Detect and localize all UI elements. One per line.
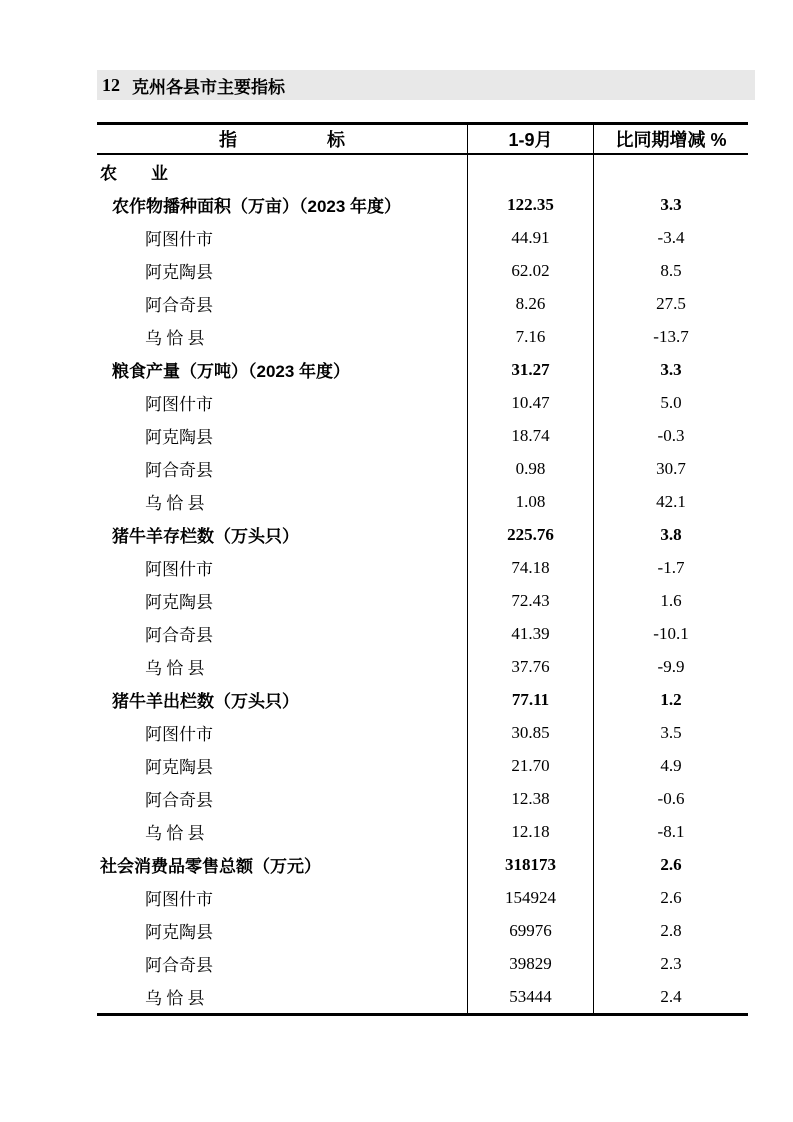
value-cell: 21.70	[467, 749, 593, 782]
change-cell: -3.4	[593, 221, 748, 254]
change-cell: -0.6	[593, 782, 748, 815]
indicator-cell: 阿合奇县	[145, 461, 213, 480]
change-cell: -9.9	[593, 650, 748, 683]
value-cell: 69976	[467, 914, 593, 947]
indicators-table	[97, 122, 748, 1016]
change-cell: 3.3	[593, 188, 748, 221]
change-cell: 2.6	[593, 848, 748, 881]
value-cell: 10.47	[467, 386, 593, 419]
change-cell: 27.5	[593, 287, 748, 320]
indicator-cell: 阿克陶县	[145, 923, 213, 942]
change-cell: 5.0	[593, 386, 748, 419]
indicator-cell: 乌 恰 县	[145, 824, 205, 843]
section-title: 克州各县市主要指标	[132, 77, 285, 97]
change-cell: 3.8	[593, 518, 748, 551]
indicator-cell: 阿克陶县	[145, 263, 213, 282]
value-cell: 39829	[467, 947, 593, 980]
change-cell: -1.7	[593, 551, 748, 584]
change-cell: 2.6	[593, 881, 748, 914]
value-cell: 122.35	[467, 188, 593, 221]
indicator-cell: 阿克陶县	[145, 758, 213, 777]
col-indicator: 指 标	[219, 130, 345, 150]
section-header-bar	[97, 70, 755, 100]
table-row	[97, 716, 748, 749]
value-cell: 72.43	[467, 584, 593, 617]
value-cell: 31.27	[467, 353, 593, 386]
table-row	[97, 485, 748, 518]
value-cell: 77.11	[467, 683, 593, 716]
indicator-cell: 阿图什市	[145, 890, 213, 909]
change-cell: 1.6	[593, 584, 748, 617]
table-row	[97, 749, 748, 782]
indicator-cell: 阿图什市	[145, 395, 213, 414]
value-cell	[467, 155, 593, 188]
change-cell: -13.7	[593, 320, 748, 353]
indicator-cell: 阿图什市	[145, 560, 213, 579]
indicator-cell: 阿合奇县	[145, 791, 213, 810]
table-row	[97, 386, 748, 419]
value-cell: 318173	[467, 848, 593, 881]
value-cell: 62.02	[467, 254, 593, 287]
indicator-cell: 阿克陶县	[145, 593, 213, 612]
change-cell: 8.5	[593, 254, 748, 287]
table-header-row	[97, 125, 748, 155]
change-cell: 3.3	[593, 353, 748, 386]
table-row	[97, 221, 748, 254]
change-cell: 4.9	[593, 749, 748, 782]
indicator-cell: 社会消费品零售总额（万元）	[100, 857, 321, 876]
table-row	[97, 617, 748, 650]
change-cell: -8.1	[593, 815, 748, 848]
table-row	[97, 584, 748, 617]
col-period: 1-9月	[467, 125, 593, 153]
indicator-cell: 乌 恰 县	[145, 329, 205, 348]
indicator-cell: 乌 恰 县	[145, 989, 205, 1008]
table-row	[97, 650, 748, 683]
table-row	[97, 782, 748, 815]
value-cell: 7.16	[467, 320, 593, 353]
table-row	[97, 683, 748, 716]
indicator-cell: 阿克陶县	[145, 428, 213, 447]
value-cell: 154924	[467, 881, 593, 914]
table-row	[97, 881, 748, 914]
value-cell: 30.85	[467, 716, 593, 749]
value-cell: 225.76	[467, 518, 593, 551]
table-row	[97, 254, 748, 287]
table-body	[97, 155, 748, 1013]
value-cell: 41.39	[467, 617, 593, 650]
change-cell: 3.5	[593, 716, 748, 749]
indicator-cell: 阿图什市	[145, 725, 213, 744]
value-cell: 18.74	[467, 419, 593, 452]
table-row	[97, 947, 748, 980]
table-row	[97, 980, 748, 1013]
value-cell: 8.26	[467, 287, 593, 320]
indicator-cell: 乌 恰 县	[145, 494, 205, 513]
indicator-cell: 乌 恰 县	[145, 659, 205, 678]
change-cell: -10.1	[593, 617, 748, 650]
change-cell: 30.7	[593, 452, 748, 485]
value-cell: 74.18	[467, 551, 593, 584]
table-row	[97, 452, 748, 485]
change-cell: 42.1	[593, 485, 748, 518]
table-row	[97, 419, 748, 452]
indicator-cell: 农 业	[100, 164, 168, 183]
change-cell: 2.8	[593, 914, 748, 947]
value-cell: 37.76	[467, 650, 593, 683]
table-row	[97, 188, 748, 221]
indicator-cell: 猪牛羊出栏数（万头只）	[112, 692, 299, 711]
table-row	[97, 155, 748, 188]
change-cell: -0.3	[593, 419, 748, 452]
table-row	[97, 353, 748, 386]
table-row	[97, 551, 748, 584]
value-cell: 53444	[467, 980, 593, 1013]
change-cell: 1.2	[593, 683, 748, 716]
table-row	[97, 815, 748, 848]
indicator-cell: 阿合奇县	[145, 626, 213, 645]
indicator-cell: 农作物播种面积（万亩）（2023 年度）	[112, 197, 402, 216]
indicator-cell: 阿合奇县	[145, 296, 213, 315]
col-change: 比同期增减 %	[593, 125, 748, 153]
table-row	[97, 320, 748, 353]
table-row	[97, 914, 748, 947]
change-cell	[593, 155, 748, 188]
table-row	[97, 287, 748, 320]
value-cell: 12.38	[467, 782, 593, 815]
value-cell: 1.08	[467, 485, 593, 518]
indicator-cell: 阿图什市	[145, 230, 213, 249]
table-row	[97, 518, 748, 551]
indicator-cell: 猪牛羊存栏数（万头只）	[112, 527, 299, 546]
section-number: 12	[102, 74, 120, 95]
change-cell: 2.4	[593, 980, 748, 1013]
value-cell: 0.98	[467, 452, 593, 485]
indicator-cell: 阿合奇县	[145, 956, 213, 975]
change-cell: 2.3	[593, 947, 748, 980]
value-cell: 12.18	[467, 815, 593, 848]
value-cell: 44.91	[467, 221, 593, 254]
indicator-cell: 粮食产量（万吨）（2023 年度）	[112, 362, 351, 381]
table-row	[97, 848, 748, 881]
